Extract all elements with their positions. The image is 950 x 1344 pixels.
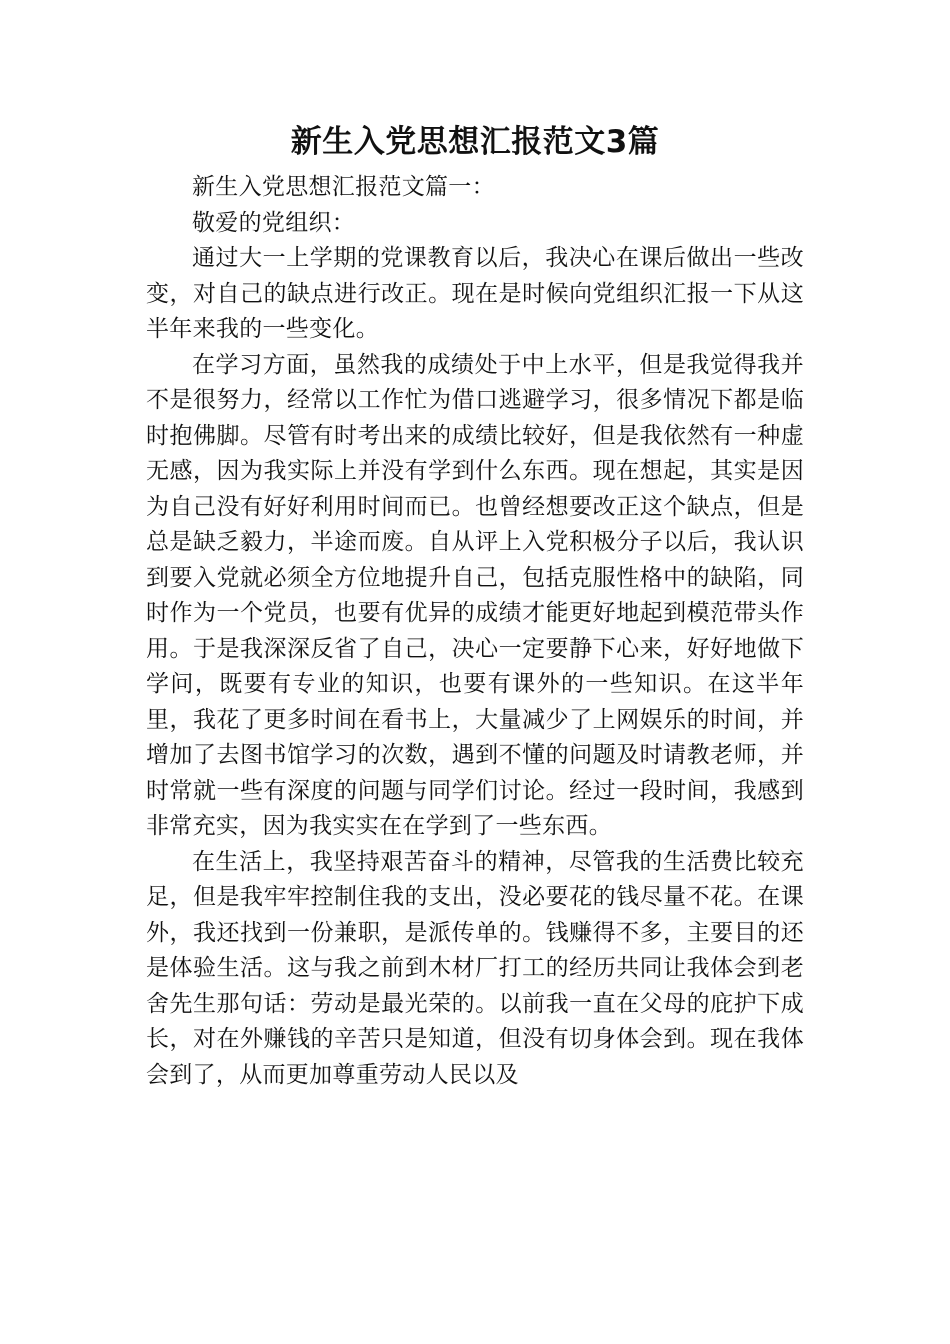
body-paragraph-life: 在生活上，我坚持艰苦奋斗的精神，尽管我的生活费比较充足，但是我牢牢控制住我的支出，没必要花的钱尽量不花。在课外，我还找到一份兼职，是派传单的。钱赚得不多，主要目的还是体验生活。这与我之前到木材厂打工的经历共同让我体会到老舍先生那句话：劳动是最光荣的。以前我一直在父母的庇护下成长，对在外赚钱的辛苦只是知道，但没有切身体会到。现在我体会到了，从而更加尊重劳动人民以及 [146,848,804,1088]
section-heading: 新生入党思想汇报范文篇一： [192,174,495,200]
document-title: 新生入党思想汇报范文3篇 [290,124,660,160]
body-paragraph-study: 在学习方面，虽然我的成绩处于中上水平，但是我觉得我并不是很努力，经常以工作忙为借口逃避学习，很多情况下都是临时抱佛脚。尽管有时考出来的成绩比较好，但是我依然有一种虚无感，因为我实际上并没有学到什么东西。现在想起，其实是因为自己没有好好利用时间而已。也曾经想要改正这个缺点，但是总是缺乏毅力，半途而废。自从评上入党积极分子以后，我认识到要入党就必须全方位地提升自己，包括克服性格中的缺陷，同时作为一个党员，也要有优异的成绩才能更好地起到模范带头作用。于是我深深反省了自己，决心一定要静下心来，好好地做下学问，既要有专业的知识，也要有课外的一些知识。在这半年里，我花了更多时间在看书上，大量减少了上网娱乐的时间，并增加了去图书馆学习的次数，遇到不懂的问题及时请教老师，并时常就一些有深度的问题与同学们讨论。经过一段时间，我感到非常充实，因为我实实在在学到了一些东西。 [146,351,804,839]
document-page [146,118,804,1093]
body-paragraph-intro: 通过大一上学期的党课教育以后，我决心在课后做出一些改变，对自己的缺点进行改正。现在是时候向党组织汇报一下从这半年来我的一些变化。 [146,245,804,342]
salutation: 敬爱的党组织： [192,209,356,236]
